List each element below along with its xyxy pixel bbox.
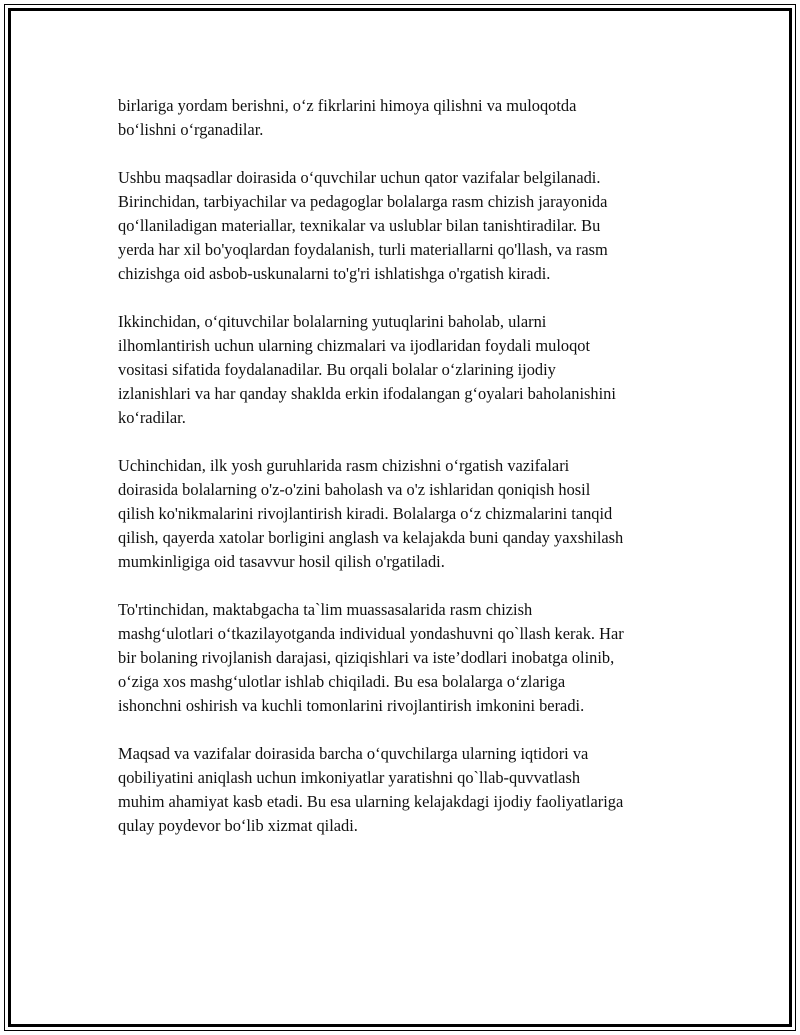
text-line: mumkinligiga oid tasavvur hosil qilish o'rgatiladi. — [118, 552, 445, 571]
text-line: bo‘lishni o‘rganadilar. — [118, 120, 264, 139]
text-line: qobiliyatini aniqlash uchun imkoniyatlar yaratishni qo`llab-quvvatlash — [118, 768, 581, 787]
text-line: Ushbu maqsadlar doirasida o‘quvchilar uchun qator vazifalar belgilanadi. — [118, 168, 601, 187]
document-body — [118, 94, 698, 862]
text-line: qo‘llaniladigan materiallar, texnikalar va uslublar bilan tanishtiradilar. Bu — [118, 216, 601, 235]
text-line: muhim ahamiyat kasb etadi. Bu esa ularning kelajakdagi ijodiy faoliyatlariga — [118, 792, 624, 811]
text-line: yerda har xil bo'yoqlardan foydalanish, turli materiallarni qo'llash, va rasm — [118, 240, 608, 259]
text-line: bir bolaning rivojlanish darajasi, qiziqishlari va iste’dodlari inobatga olinib, — [118, 648, 615, 667]
text-line: ishonchni oshirish va kuchli tomonlarini rivojlantirish imkonini beradi. — [118, 696, 585, 715]
text-line: qilish, qayerda xatolar borligini anglash va kelajakda buni qanday yaxshilash — [118, 528, 624, 547]
paragraph — [118, 742, 698, 838]
text-line: Uchinchidan, ilk yosh guruhlarida rasm chizishni o‘rgatish vazifalari — [118, 456, 570, 475]
text-line: doirasida bolalarning o'z-o'zini baholash va o'z ishlaridan qoniqish hosil — [118, 480, 591, 499]
text-line: o‘ziga xos mashg‘ulotlar ishlab chiqiladi. Bu esa bolalarga o‘zlariga — [118, 672, 566, 691]
text-line: qilish ko'nikmalarini rivojlantirish kiradi. Bolalarga o‘z chizmalarini tanqid — [118, 504, 613, 523]
text-line: To'rtinchidan, maktabgacha ta`lim muassasalarida rasm chizish — [118, 600, 533, 619]
paragraph — [118, 310, 698, 430]
paragraph — [118, 454, 698, 574]
text-line: ko‘radilar. — [118, 408, 186, 427]
text-line: mashg‘ulotlari o‘tkazilayotganda individual yondashuvni qo`llash kerak. Har — [118, 624, 624, 643]
text-line: qulay poydevor bo‘lib xizmat qiladi. — [118, 816, 358, 835]
text-line: izlanishlari va har qanday shaklda erkin ifodalangan g‘oyalari baholanishini — [118, 384, 616, 403]
text-line: birlariga yordam berishni, o‘z fikrlarini himoya qilishni va muloqotda — [118, 96, 577, 115]
paragraph — [118, 94, 698, 142]
text-line: chizishga oid asbob-uskunalarni to'g'ri ishlatishga o'rgatish kiradi. — [118, 264, 551, 283]
paragraph — [118, 166, 698, 286]
text-line: ilhomlantirish uchun ularning chizmalari va ijodlaridan foydali muloqot — [118, 336, 591, 355]
paragraph — [118, 598, 698, 718]
text-line: Maqsad va vazifalar doirasida barcha o‘quvchilarga ularning iqtidori va — [118, 744, 589, 763]
text-line: Ikkinchidan, o‘qituvchilar bolalarning yutuqlarini baholab, ularni — [118, 312, 547, 331]
text-line: vositasi sifatida foydalanadilar. Bu orqali bolalar o‘zlarining ijodiy — [118, 360, 556, 379]
text-line: Birinchidan, tarbiyachilar va pedagoglar bolalarga rasm chizish jarayonida — [118, 192, 608, 211]
